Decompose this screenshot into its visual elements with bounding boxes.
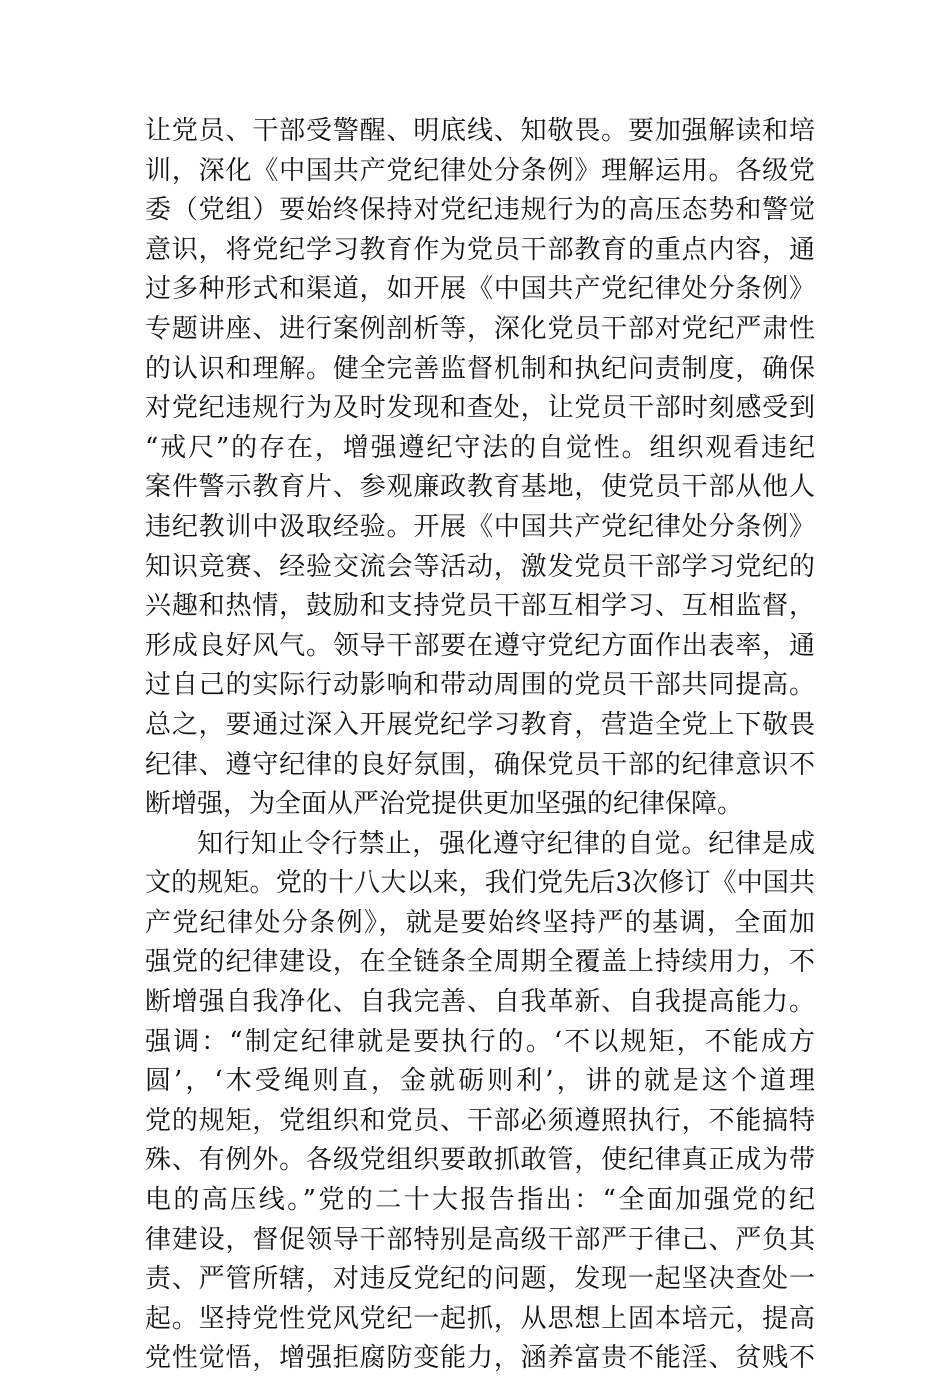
text-line: 强党的纪律建设，在全链条全周期全覆盖上持续用力，不	[145, 947, 815, 978]
text-line: 纪律、遵守纪律的良好氛围，确保党员干部的纪律意识不	[145, 749, 815, 780]
text-line: 案件警示教育片、参观廉政教育基地，使党员干部从他人	[145, 472, 815, 503]
text-line: 文的规矩。党的十八大以来，我们党先后3次修订《中国共	[145, 868, 815, 899]
text-line: 让党员、干部受警醒、明底线、知敬畏。要加强解读和培	[145, 116, 815, 146]
body-text	[145, 112, 815, 1379]
text-line: 形成良好风气。领导干部要在遵守党纪方面作出表率，通	[145, 630, 815, 661]
text-line: 知行知止令行禁止，强化遵守纪律的自觉。纪律是成	[197, 828, 815, 859]
text-line: 圆’，‘木受绳则直，金就砺则利’，讲的就是这个道理	[145, 1066, 815, 1097]
text-line: 律建设，督促领导干部特别是高级干部严于律己、严负其	[145, 1224, 815, 1255]
text-line: 专题讲座、进行案例剖析等，深化党员干部对党纪严肃性	[145, 313, 815, 344]
text-line: 产党纪律处分条例》，就是要始终坚持严的基调，全面加	[145, 907, 815, 938]
text-line: 责、严管所辖，对违反党纪的问题，发现一起坚决查处一	[145, 1264, 815, 1295]
text-line: 起。坚持党性党风党纪一起抓，从思想上固本培元，提高	[145, 1303, 815, 1334]
text-line: 断增强自我净化、自我完善、自我革新、自我提高能力。	[145, 987, 815, 1018]
text-line: 电的高压线。”党的二十大报告指出：“全面加强党的纪	[145, 1185, 815, 1216]
text-line: 知识竞赛、经验交流会等活动，激发党员干部学习党纪的	[145, 551, 815, 582]
text-line: 党的规矩，党组织和党员、干部必须遵照执行，不能搞特	[145, 1105, 815, 1136]
text-line: 总之，要通过深入开展党纪学习教育，营造全党上下敬畏	[145, 709, 815, 740]
text-line: 的认识和理解。健全完善监督机制和执纪问责制度，确保	[145, 353, 815, 384]
text-line: 委（党组）要始终保持对党纪违规行为的高压态势和警觉	[145, 195, 815, 226]
text-line: 过多种形式和渠道，如开展《中国共产党纪律处分条例》	[145, 274, 815, 305]
text-line: 断增强，为全面从严治党提供更加坚强的纪律保障。	[145, 789, 744, 820]
text-line: 训，深化《中国共产党纪律处分条例》理解运用。各级党	[145, 155, 815, 186]
text-line: 违纪教训中汲取经验。开展《中国共产党纪律处分条例》	[145, 511, 815, 542]
text-line: 强调：“制定纪律就是要执行的。‘不以规矩，不能成方	[145, 1026, 815, 1057]
text-line: 殊、有例外。各级党组织要敢抓敢管，使纪律真正成为带	[145, 1145, 815, 1176]
text-line: 党性觉悟，增强拒腐防变能力，涵养富贵不能淫、贫贱不	[145, 1343, 815, 1374]
text-line: 兴趣和热情，鼓励和支持党员干部互相学习、互相监督，	[145, 591, 815, 622]
text-line: “戒尺”的存在，增强遵纪守法的自觉性。组织观看违纪	[145, 432, 815, 463]
text-line: 过自己的实际行动影响和带动周围的党员干部共同提高。	[145, 670, 815, 701]
text-line: 意识，将党纪学习教育作为党员干部教育的重点内容，通	[145, 234, 815, 265]
text-line: 对党纪违规行为及时发现和查处，让党员干部时刻感受到	[145, 393, 815, 424]
